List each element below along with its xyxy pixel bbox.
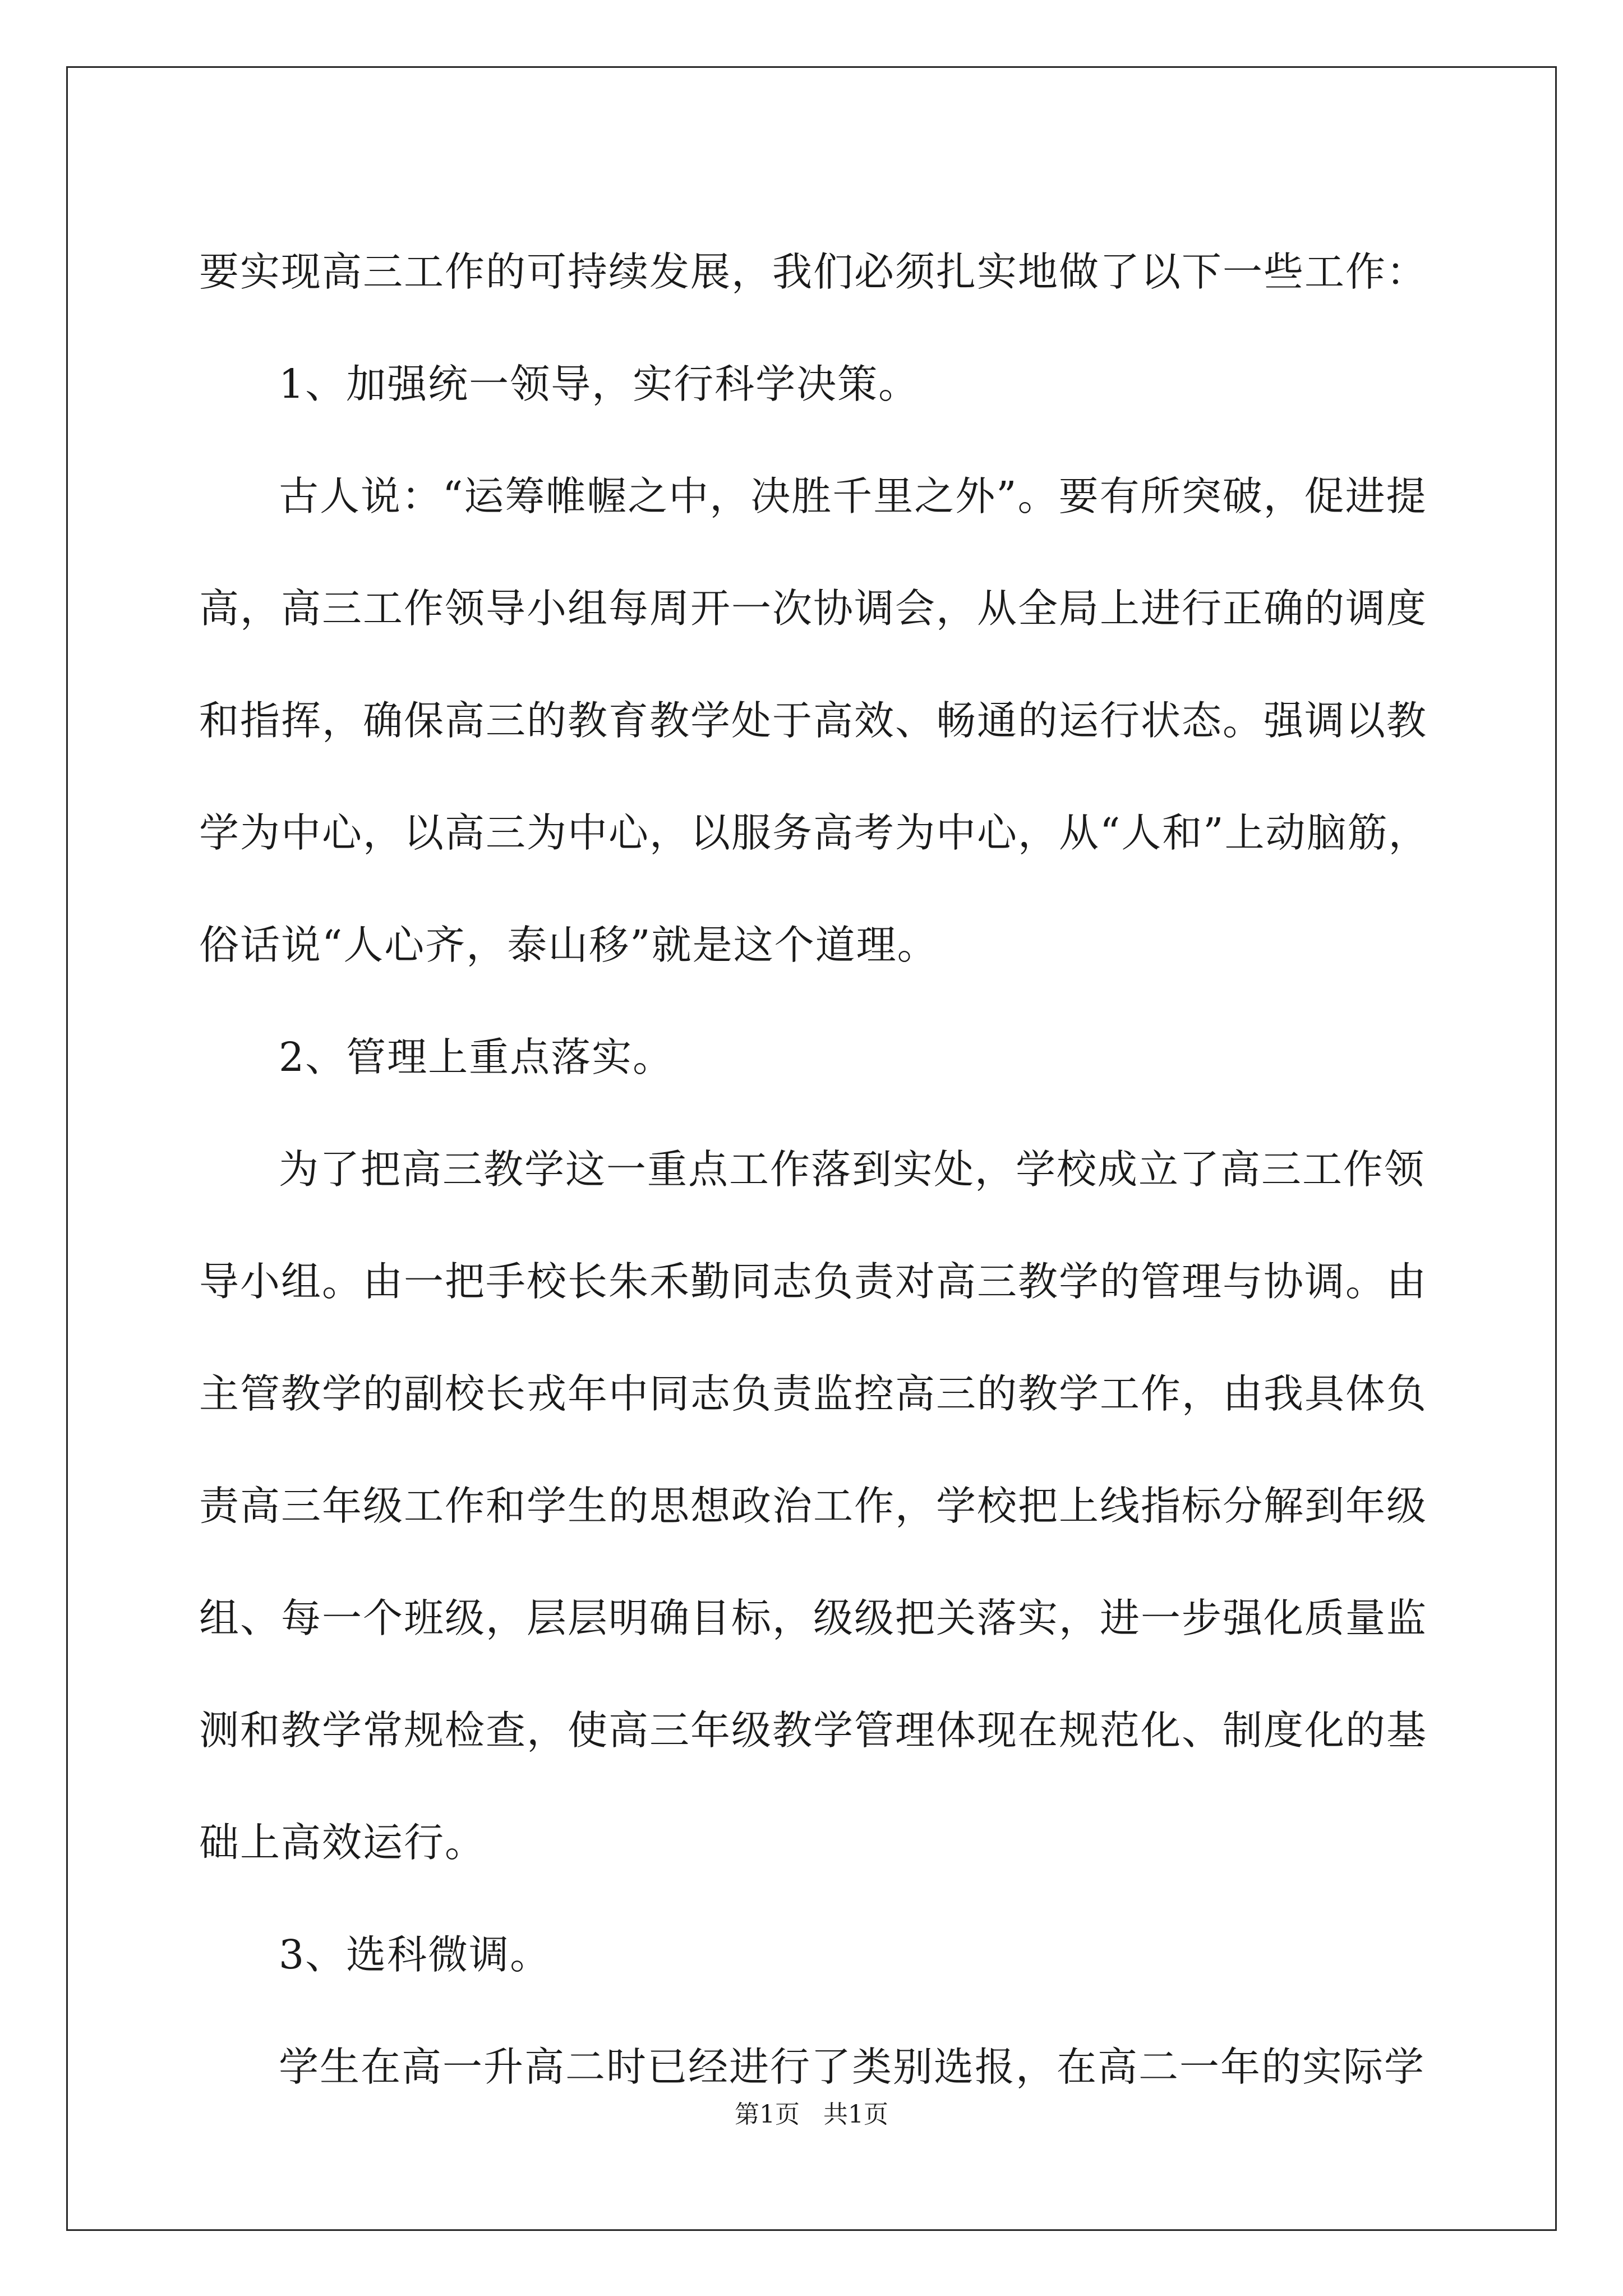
body-line: 组、每一个班级，层层明确目标，级级把关落实，进一步强化质量监 bbox=[199, 1595, 1428, 1641]
body-line: 学为中心，以高三为中心，以服务高考为中心，从“人和”上动脑筋， bbox=[199, 809, 1430, 856]
body-line: 责高三年级工作和学生的思想政治工作，学校把上线指标分解到年级 bbox=[199, 1483, 1428, 1529]
body-line: 高，高三工作领导小组每周开一次协调会，从全局上进行正确的调度 bbox=[199, 585, 1428, 632]
section-heading: 3、选科微调。 bbox=[279, 1931, 551, 1978]
page-number-footer: 第1页 共1页 bbox=[735, 2100, 888, 2129]
body-line: 和指挥，确保高三的教育教学处于高效、畅通的运行状态。强调以教 bbox=[199, 697, 1428, 744]
body-line: 学生在高一升高二时已经进行了类别选报，在高二一年的实际学 bbox=[279, 2044, 1426, 2090]
body-line: 测和教学常规检查，使高三年级教学管理体现在规范化、制度化的基 bbox=[199, 1707, 1428, 1754]
body-line: 导小组。由一把手校长朱禾勤同志负责对高三教学的管理与协调。由 bbox=[199, 1258, 1428, 1305]
section-heading: 2、管理上重点落实。 bbox=[279, 1034, 674, 1080]
section-heading: 1、加强统一领导，实行科学决策。 bbox=[279, 361, 920, 407]
body-line: 础上高效运行。 bbox=[199, 1819, 486, 1866]
body-line: 主管教学的副校长戎年中同志负责监控高三的教学工作，由我具体负 bbox=[199, 1370, 1428, 1417]
body-line: 为了把高三教学这一重点工作落到实处，学校成立了高三工作领 bbox=[279, 1146, 1426, 1193]
body-line: 俗话说“人心齐，泰山移”就是这个道理。 bbox=[199, 922, 938, 968]
body-line: 古人说：“运筹帷幄之中，决胜千里之外”。要有所突破，促进提 bbox=[279, 473, 1427, 519]
body-line: 要实现高三工作的可持续发展，我们必须扎实地做了以下一些工作： bbox=[199, 249, 1428, 295]
